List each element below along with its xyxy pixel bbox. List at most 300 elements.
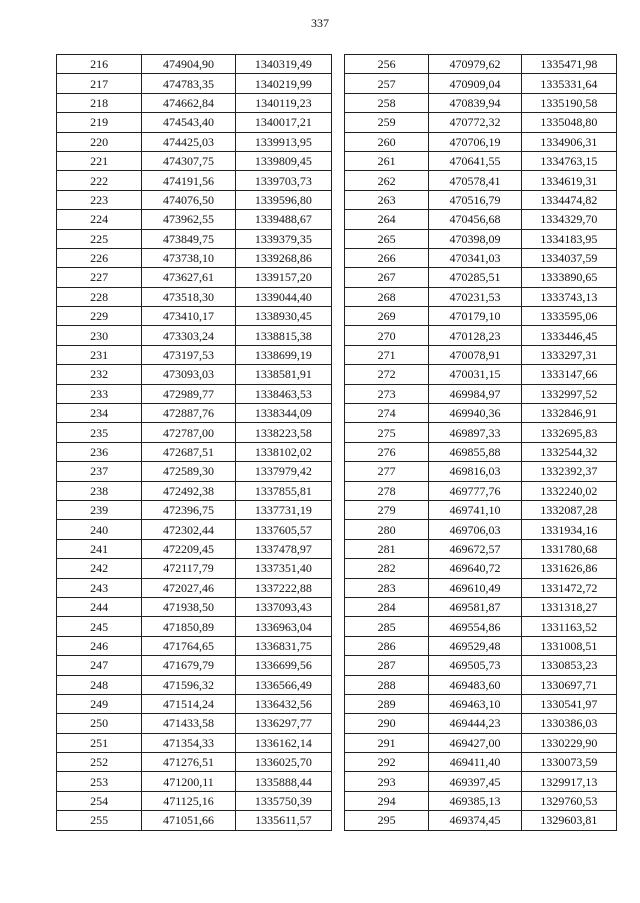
table-row (345, 151, 617, 170)
table-row (57, 365, 332, 384)
x-coordinate-cell: 472687,51 (142, 442, 236, 461)
table-row (345, 384, 617, 403)
table-row (57, 307, 332, 326)
x-coordinate-cell: 469672,57 (429, 539, 521, 558)
table-row (57, 93, 332, 112)
point-number-cell: 229 (57, 307, 142, 326)
page-number: 337 (311, 16, 329, 30)
point-number-cell: 271 (345, 345, 429, 364)
y-coordinate-cell: 1339703,73 (235, 171, 331, 190)
table-row (57, 617, 332, 636)
table-row (57, 248, 332, 267)
table-row (345, 656, 617, 675)
table-row (345, 287, 617, 306)
table-row (57, 520, 332, 539)
x-coordinate-cell: 472209,45 (142, 539, 236, 558)
y-coordinate-cell: 1329760,53 (521, 791, 616, 810)
x-coordinate-cell: 472492,38 (142, 481, 236, 500)
x-coordinate-cell: 474783,35 (142, 74, 236, 93)
point-number-cell: 219 (57, 113, 142, 132)
x-coordinate-cell: 472396,75 (142, 500, 236, 519)
x-coordinate-cell: 470516,79 (429, 190, 521, 209)
x-coordinate-cell: 469777,76 (429, 481, 521, 500)
y-coordinate-cell: 1335331,64 (521, 74, 616, 93)
table-row (57, 190, 332, 209)
table-row (57, 171, 332, 190)
table-row (57, 675, 332, 694)
x-coordinate-cell: 470285,51 (429, 268, 521, 287)
x-coordinate-cell: 469427,00 (429, 733, 521, 752)
y-coordinate-cell: 1332392,37 (521, 462, 616, 481)
x-coordinate-cell: 471679,79 (142, 656, 236, 675)
x-coordinate-cell: 471596,32 (142, 675, 236, 694)
table-row (57, 55, 332, 74)
coordinates-table-left (56, 54, 332, 831)
y-coordinate-cell: 1333147,66 (521, 365, 616, 384)
table-row (345, 462, 617, 481)
x-coordinate-cell: 472302,44 (142, 520, 236, 539)
point-number-cell: 251 (57, 733, 142, 752)
point-number-cell: 255 (57, 811, 142, 830)
y-coordinate-cell: 1337979,42 (235, 462, 331, 481)
x-coordinate-cell: 471125,16 (142, 791, 236, 810)
x-coordinate-cell: 473410,17 (142, 307, 236, 326)
table-row (57, 694, 332, 713)
table-row (57, 578, 332, 597)
table-row (345, 675, 617, 694)
x-coordinate-cell: 472589,30 (142, 462, 236, 481)
point-number-cell: 248 (57, 675, 142, 694)
table-row (57, 345, 332, 364)
y-coordinate-cell: 1335611,57 (235, 811, 331, 830)
point-number-cell: 238 (57, 481, 142, 500)
x-coordinate-cell: 474307,75 (142, 151, 236, 170)
y-coordinate-cell: 1331780,68 (521, 539, 616, 558)
x-coordinate-cell: 470979,62 (429, 55, 521, 74)
point-number-cell: 268 (345, 287, 429, 306)
x-coordinate-cell: 469397,45 (429, 772, 521, 791)
table-row (57, 268, 332, 287)
y-coordinate-cell: 1336699,56 (235, 656, 331, 675)
point-number-cell: 244 (57, 597, 142, 616)
table-row (57, 229, 332, 248)
y-coordinate-cell: 1330541,97 (521, 694, 616, 713)
x-coordinate-cell: 469529,48 (429, 636, 521, 655)
point-number-cell: 243 (57, 578, 142, 597)
x-coordinate-cell: 469610,49 (429, 578, 521, 597)
point-number-cell: 258 (345, 93, 429, 112)
table-row (345, 442, 617, 461)
point-number-cell: 259 (345, 113, 429, 132)
table-row (57, 772, 332, 791)
point-number-cell: 281 (345, 539, 429, 558)
x-coordinate-cell: 470128,23 (429, 326, 521, 345)
table-row (345, 229, 617, 248)
table-body-right (345, 55, 617, 831)
point-number-cell: 266 (345, 248, 429, 267)
point-number-cell: 272 (345, 365, 429, 384)
x-coordinate-cell: 470839,94 (429, 93, 521, 112)
x-coordinate-cell: 472117,79 (142, 559, 236, 578)
table-row (57, 326, 332, 345)
x-coordinate-cell: 470078,91 (429, 345, 521, 364)
x-coordinate-cell: 469984,97 (429, 384, 521, 403)
table-row (57, 714, 332, 733)
y-coordinate-cell: 1332997,52 (521, 384, 616, 403)
table-row (57, 539, 332, 558)
table-row (57, 597, 332, 616)
table-row (345, 500, 617, 519)
table-row (345, 210, 617, 229)
table-row (345, 597, 617, 616)
x-coordinate-cell: 472989,77 (142, 384, 236, 403)
y-coordinate-cell: 1338699,19 (235, 345, 331, 364)
y-coordinate-cell: 1338930,45 (235, 307, 331, 326)
point-number-cell: 273 (345, 384, 429, 403)
point-number-cell: 279 (345, 500, 429, 519)
y-coordinate-cell: 1339268,86 (235, 248, 331, 267)
y-coordinate-cell: 1335048,80 (521, 113, 616, 132)
point-number-cell: 227 (57, 268, 142, 287)
x-coordinate-cell: 473197,53 (142, 345, 236, 364)
table-row (57, 733, 332, 752)
y-coordinate-cell: 1333297,31 (521, 345, 616, 364)
y-coordinate-cell: 1335888,44 (235, 772, 331, 791)
point-number-cell: 293 (345, 772, 429, 791)
y-coordinate-cell: 1332695,83 (521, 423, 616, 442)
y-coordinate-cell: 1329603,81 (521, 811, 616, 830)
y-coordinate-cell: 1337605,57 (235, 520, 331, 539)
y-coordinate-cell: 1335190,58 (521, 93, 616, 112)
x-coordinate-cell: 469897,33 (429, 423, 521, 442)
point-number-cell: 221 (57, 151, 142, 170)
y-coordinate-cell: 1336162,14 (235, 733, 331, 752)
x-coordinate-cell: 469741,10 (429, 500, 521, 519)
x-coordinate-cell: 473093,03 (142, 365, 236, 384)
x-coordinate-cell: 469581,87 (429, 597, 521, 616)
table-row (345, 74, 617, 93)
table-row (57, 500, 332, 519)
x-coordinate-cell: 471764,65 (142, 636, 236, 655)
point-number-cell: 282 (345, 559, 429, 578)
table-row (345, 55, 617, 74)
x-coordinate-cell: 474076,50 (142, 190, 236, 209)
x-coordinate-cell: 469505,73 (429, 656, 521, 675)
point-number-cell: 232 (57, 365, 142, 384)
x-coordinate-cell: 470909,04 (429, 74, 521, 93)
x-coordinate-cell: 471850,89 (142, 617, 236, 636)
table-row (57, 287, 332, 306)
table-row (57, 442, 332, 461)
y-coordinate-cell: 1330386,03 (521, 714, 616, 733)
x-coordinate-cell: 470231,53 (429, 287, 521, 306)
x-coordinate-cell: 471051,66 (142, 811, 236, 830)
x-coordinate-cell: 470031,15 (429, 365, 521, 384)
x-coordinate-cell: 471200,11 (142, 772, 236, 791)
x-coordinate-cell: 473738,10 (142, 248, 236, 267)
y-coordinate-cell: 1334763,15 (521, 151, 616, 170)
y-coordinate-cell: 1340319,49 (235, 55, 331, 74)
table-row (345, 753, 617, 772)
x-coordinate-cell: 470456,68 (429, 210, 521, 229)
point-number-cell: 253 (57, 772, 142, 791)
y-coordinate-cell: 1331318,27 (521, 597, 616, 616)
x-coordinate-cell: 469444,23 (429, 714, 521, 733)
point-number-cell: 235 (57, 423, 142, 442)
x-coordinate-cell: 469706,03 (429, 520, 521, 539)
y-coordinate-cell: 1338815,38 (235, 326, 331, 345)
x-coordinate-cell: 473518,30 (142, 287, 236, 306)
coordinates-table-right (344, 54, 617, 831)
x-coordinate-cell: 469855,88 (429, 442, 521, 461)
y-coordinate-cell: 1333743,13 (521, 287, 616, 306)
point-number-cell: 247 (57, 656, 142, 675)
y-coordinate-cell: 1336297,77 (235, 714, 331, 733)
table-row (345, 132, 617, 151)
x-coordinate-cell: 473303,24 (142, 326, 236, 345)
y-coordinate-cell: 1339157,20 (235, 268, 331, 287)
point-number-cell: 286 (345, 636, 429, 655)
x-coordinate-cell: 469385,13 (429, 791, 521, 810)
x-coordinate-cell: 470179,10 (429, 307, 521, 326)
y-coordinate-cell: 1335750,39 (235, 791, 331, 810)
point-number-cell: 277 (345, 462, 429, 481)
table-row (57, 132, 332, 151)
y-coordinate-cell: 1333595,06 (521, 307, 616, 326)
point-number-cell: 231 (57, 345, 142, 364)
point-number-cell: 287 (345, 656, 429, 675)
point-number-cell: 217 (57, 74, 142, 93)
point-number-cell: 265 (345, 229, 429, 248)
point-number-cell: 291 (345, 733, 429, 752)
y-coordinate-cell: 1331472,72 (521, 578, 616, 597)
y-coordinate-cell: 1339379,35 (235, 229, 331, 248)
y-coordinate-cell: 1334329,70 (521, 210, 616, 229)
point-number-cell: 294 (345, 791, 429, 810)
point-number-cell: 275 (345, 423, 429, 442)
x-coordinate-cell: 472027,46 (142, 578, 236, 597)
table-row (57, 559, 332, 578)
y-coordinate-cell: 1340017,21 (235, 113, 331, 132)
table-row (345, 539, 617, 558)
y-coordinate-cell: 1340219,99 (235, 74, 331, 93)
point-number-cell: 261 (345, 151, 429, 170)
y-coordinate-cell: 1331934,16 (521, 520, 616, 539)
x-coordinate-cell: 471276,51 (142, 753, 236, 772)
point-number-cell: 289 (345, 694, 429, 713)
point-number-cell: 222 (57, 171, 142, 190)
y-coordinate-cell: 1334183,95 (521, 229, 616, 248)
point-number-cell: 233 (57, 384, 142, 403)
x-coordinate-cell: 471938,50 (142, 597, 236, 616)
y-coordinate-cell: 1330073,59 (521, 753, 616, 772)
table-row (345, 636, 617, 655)
table-row (345, 93, 617, 112)
point-number-cell: 223 (57, 190, 142, 209)
x-coordinate-cell: 474904,90 (142, 55, 236, 74)
x-coordinate-cell: 469483,60 (429, 675, 521, 694)
table-row (345, 326, 617, 345)
point-number-cell: 220 (57, 132, 142, 151)
x-coordinate-cell: 469816,03 (429, 462, 521, 481)
point-number-cell: 240 (57, 520, 142, 539)
y-coordinate-cell: 1333446,45 (521, 326, 616, 345)
point-number-cell: 263 (345, 190, 429, 209)
point-number-cell: 252 (57, 753, 142, 772)
point-number-cell: 290 (345, 714, 429, 733)
y-coordinate-cell: 1337222,88 (235, 578, 331, 597)
table-row (345, 365, 617, 384)
x-coordinate-cell: 471354,33 (142, 733, 236, 752)
table-row (345, 559, 617, 578)
table-row (57, 423, 332, 442)
point-number-cell: 234 (57, 404, 142, 423)
point-number-cell: 224 (57, 210, 142, 229)
y-coordinate-cell: 1337731,19 (235, 500, 331, 519)
y-coordinate-cell: 1338344,09 (235, 404, 331, 423)
table-row (57, 384, 332, 403)
y-coordinate-cell: 1329917,13 (521, 772, 616, 791)
table-row (345, 733, 617, 752)
point-number-cell: 288 (345, 675, 429, 694)
table-row (345, 423, 617, 442)
x-coordinate-cell: 472787,00 (142, 423, 236, 442)
x-coordinate-cell: 471514,24 (142, 694, 236, 713)
x-coordinate-cell: 473962,55 (142, 210, 236, 229)
point-number-cell: 278 (345, 481, 429, 500)
table-row (57, 74, 332, 93)
point-number-cell: 250 (57, 714, 142, 733)
y-coordinate-cell: 1330229,90 (521, 733, 616, 752)
x-coordinate-cell: 473627,61 (142, 268, 236, 287)
x-coordinate-cell: 474191,56 (142, 171, 236, 190)
table-row (345, 578, 617, 597)
y-coordinate-cell: 1334906,31 (521, 132, 616, 151)
y-coordinate-cell: 1339596,80 (235, 190, 331, 209)
point-number-cell: 270 (345, 326, 429, 345)
table-row (345, 113, 617, 132)
y-coordinate-cell: 1336566,49 (235, 675, 331, 694)
point-number-cell: 274 (345, 404, 429, 423)
y-coordinate-cell: 1335471,98 (521, 55, 616, 74)
point-number-cell: 264 (345, 210, 429, 229)
table-row (57, 636, 332, 655)
y-coordinate-cell: 1332087,28 (521, 500, 616, 519)
table-row (345, 772, 617, 791)
table-row (345, 307, 617, 326)
point-number-cell: 241 (57, 539, 142, 558)
x-coordinate-cell: 474425,03 (142, 132, 236, 151)
table-row (345, 404, 617, 423)
x-coordinate-cell: 469411,40 (429, 753, 521, 772)
y-coordinate-cell: 1336831,75 (235, 636, 331, 655)
point-number-cell: 254 (57, 791, 142, 810)
table-row (345, 617, 617, 636)
table-row (345, 190, 617, 209)
point-number-cell: 225 (57, 229, 142, 248)
table-row (345, 171, 617, 190)
x-coordinate-cell: 469940,36 (429, 404, 521, 423)
point-number-cell: 276 (345, 442, 429, 461)
y-coordinate-cell: 1336432,56 (235, 694, 331, 713)
point-number-cell: 269 (345, 307, 429, 326)
y-coordinate-cell: 1332544,32 (521, 442, 616, 461)
y-coordinate-cell: 1331626,86 (521, 559, 616, 578)
point-number-cell: 283 (345, 578, 429, 597)
y-coordinate-cell: 1338223,58 (235, 423, 331, 442)
x-coordinate-cell: 470772,32 (429, 113, 521, 132)
y-coordinate-cell: 1338463,53 (235, 384, 331, 403)
point-number-cell: 216 (57, 55, 142, 74)
point-number-cell: 226 (57, 248, 142, 267)
point-number-cell: 245 (57, 617, 142, 636)
x-coordinate-cell: 474543,40 (142, 113, 236, 132)
table-row (57, 404, 332, 423)
table-row (345, 811, 617, 830)
y-coordinate-cell: 1333890,65 (521, 268, 616, 287)
point-number-cell: 285 (345, 617, 429, 636)
table-row (345, 694, 617, 713)
y-coordinate-cell: 1330697,71 (521, 675, 616, 694)
y-coordinate-cell: 1334619,31 (521, 171, 616, 190)
y-coordinate-cell: 1337855,81 (235, 481, 331, 500)
y-coordinate-cell: 1334474,82 (521, 190, 616, 209)
x-coordinate-cell: 469640,72 (429, 559, 521, 578)
table-row (345, 345, 617, 364)
table-row (57, 656, 332, 675)
y-coordinate-cell: 1332846,91 (521, 404, 616, 423)
table-row (57, 481, 332, 500)
table-row (57, 791, 332, 810)
table-row (345, 791, 617, 810)
point-number-cell: 237 (57, 462, 142, 481)
y-coordinate-cell: 1340119,23 (235, 93, 331, 112)
point-number-cell: 239 (57, 500, 142, 519)
point-number-cell: 280 (345, 520, 429, 539)
y-coordinate-cell: 1336025,70 (235, 753, 331, 772)
x-coordinate-cell: 473849,75 (142, 229, 236, 248)
point-number-cell: 256 (345, 55, 429, 74)
point-number-cell: 260 (345, 132, 429, 151)
point-number-cell: 242 (57, 559, 142, 578)
table-body-left (57, 55, 332, 831)
x-coordinate-cell: 472887,76 (142, 404, 236, 423)
y-coordinate-cell: 1337093,43 (235, 597, 331, 616)
point-number-cell: 295 (345, 811, 429, 830)
table-row (345, 268, 617, 287)
table-row (345, 714, 617, 733)
y-coordinate-cell: 1339044,40 (235, 287, 331, 306)
y-coordinate-cell: 1330853,23 (521, 656, 616, 675)
x-coordinate-cell: 470706,19 (429, 132, 521, 151)
y-coordinate-cell: 1334037,59 (521, 248, 616, 267)
y-coordinate-cell: 1339809,45 (235, 151, 331, 170)
x-coordinate-cell: 470641,55 (429, 151, 521, 170)
y-coordinate-cell: 1332240,02 (521, 481, 616, 500)
table-row (345, 248, 617, 267)
point-number-cell: 236 (57, 442, 142, 461)
point-number-cell: 257 (345, 74, 429, 93)
table-row (57, 210, 332, 229)
y-coordinate-cell: 1336963,04 (235, 617, 331, 636)
point-number-cell: 246 (57, 636, 142, 655)
x-coordinate-cell: 469463,10 (429, 694, 521, 713)
x-coordinate-cell: 470341,03 (429, 248, 521, 267)
point-number-cell: 267 (345, 268, 429, 287)
table-row (57, 462, 332, 481)
x-coordinate-cell: 470578,41 (429, 171, 521, 190)
point-number-cell: 284 (345, 597, 429, 616)
